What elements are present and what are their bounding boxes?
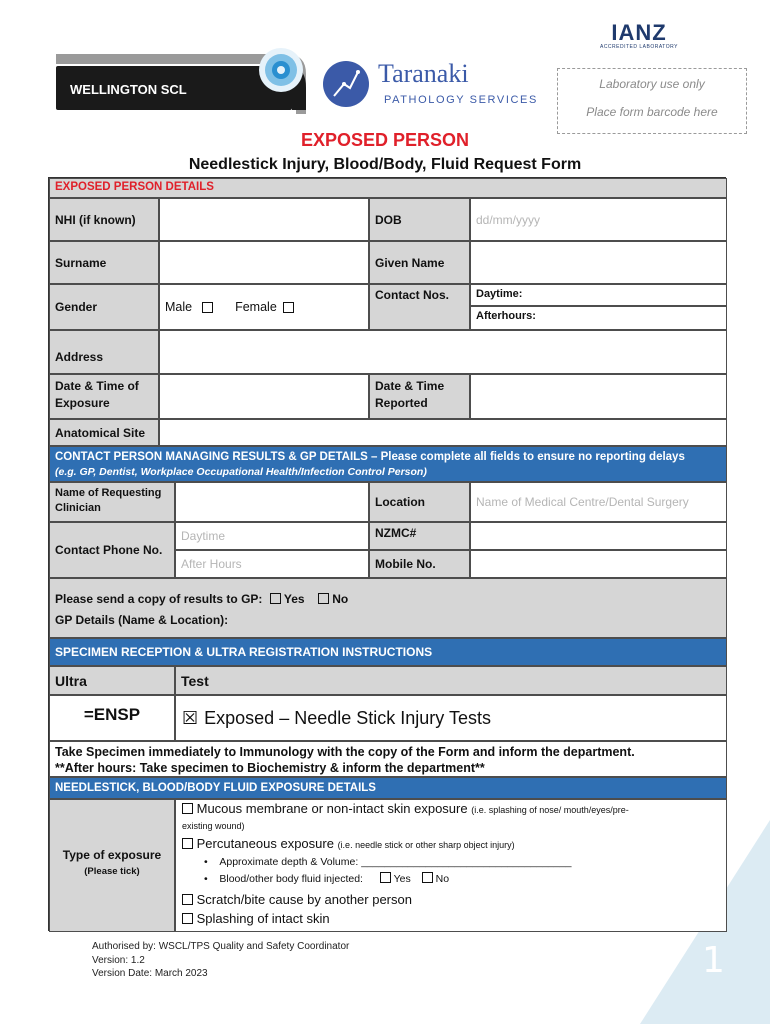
mucous-checkbox[interactable] <box>182 803 193 814</box>
fluid-yes-label: Yes <box>393 873 411 885</box>
page-title: EXPOSED PERSON <box>300 130 470 150</box>
send-copy-yes-label: Yes <box>283 592 305 606</box>
male-checkbox[interactable] <box>202 302 213 313</box>
daytime-field[interactable]: Daytime: <box>470 284 727 306</box>
contact-phone-daytime-field[interactable]: Daytime <box>175 522 369 550</box>
authorised-by: Authorised by: WSCL/TPS Quality and Safety Coordinator <box>92 941 350 952</box>
send-copy-no-checkbox[interactable] <box>318 593 329 604</box>
exposure-options <box>175 799 727 932</box>
anatomical-site-field[interactable] <box>159 419 727 446</box>
contact-phone-label: Contact Phone No. <box>49 522 175 578</box>
fluid-no-label: No <box>435 873 450 885</box>
nhi-field[interactable] <box>159 198 369 241</box>
lab-use-label: Laboratory use only <box>599 77 705 91</box>
please-tick-note: (Please tick) <box>84 866 140 877</box>
pathology-services-text: PATHOLOGY SERVICES <box>384 94 538 106</box>
date-time-reported-line1: Date & Time <box>375 379 445 393</box>
option-splash <box>182 909 720 928</box>
bullet-depth: • Approximate depth & Volume: ____________________________________ <box>204 856 572 868</box>
date-time-reported-line2: Reported <box>375 396 428 410</box>
mucous-note: (i.e. splashing of nose/ mouth/eyes/pre- <box>471 805 629 815</box>
instruction-line2: **After hours: Take specimen to Biochemistry & inform the department** <box>55 761 485 775</box>
date-time-exposure-label <box>49 374 159 419</box>
depth-volume-text: Approximate depth & Volume: ____________________________________ <box>219 856 572 868</box>
ianz-name: IANZ <box>611 20 667 45</box>
fluid-no-checkbox[interactable] <box>422 872 433 883</box>
mucous-note-cont: existing wound) <box>182 821 245 831</box>
date-time-reported-field[interactable] <box>470 374 727 419</box>
dob-field[interactable]: dd/mm/yyyy <box>470 198 727 241</box>
contact-nos-label: Contact Nos. <box>369 284 470 330</box>
send-copy-yes-checkbox[interactable] <box>270 593 281 604</box>
footer <box>92 940 349 981</box>
nzmc-field[interactable] <box>470 522 727 550</box>
date-time-exposure-line1: Date & Time of <box>55 379 139 393</box>
test-label: Test <box>175 666 727 695</box>
gender-options <box>159 284 369 330</box>
contact-person-section-header <box>49 446 727 482</box>
specimen-reception-header: SPECIMEN RECEPTION & ULTRA REGISTRATION INSTRUCTIONS <box>49 638 727 666</box>
surname-field[interactable] <box>159 241 369 284</box>
gp-copy-section <box>49 578 727 638</box>
nhi-label: NHI (if known) <box>49 198 159 241</box>
option-percutaneous <box>182 835 720 854</box>
exposure-details-header: NEEDLESTICK, BLOOD/BODY FLUID EXPOSURE DETAILS <box>49 777 727 799</box>
fluid-yes-checkbox[interactable] <box>380 872 391 883</box>
address-label: Address <box>49 330 159 374</box>
scratch-checkbox[interactable] <box>182 894 193 905</box>
gp-details-label: GP Details (Name & Location): <box>55 613 229 627</box>
splash-checkbox[interactable] <box>182 913 193 924</box>
nzmc-label: NZMC# <box>369 522 470 550</box>
requesting-clinician-line2: Clinician <box>55 502 101 514</box>
female-checkbox[interactable] <box>283 302 294 313</box>
mucous-label: Mucous membrane or non-intact skin exposure <box>196 801 468 816</box>
instruction-line1: Take Specimen immediately to Immunology with the copy of the Form and inform the department. <box>55 745 635 759</box>
taranaki-pathology-logo <box>322 58 552 110</box>
gender-label: Gender <box>49 284 159 330</box>
page-number: 1 <box>702 940 725 981</box>
contact-section-subtitle: (e.g. GP, Dentist, Workplace Occupational Health/Infection Control Person) <box>55 466 427 478</box>
requesting-clinician-line1: Name of Requesting <box>55 487 162 499</box>
test-name: Exposed – Needle Stick Injury Tests <box>204 707 491 728</box>
send-copy-label: Please send a copy of results to GP: <box>55 592 263 606</box>
test-checked-box[interactable]: ☒ <box>182 707 199 728</box>
exposed-person-details-header: EXPOSED PERSON DETAILS <box>49 178 727 198</box>
ultra-label: Ultra <box>49 666 175 695</box>
wscl-logo-text: WELLINGTON SCL <box>70 82 187 97</box>
type-of-exposure-label <box>49 799 175 932</box>
mobile-label: Mobile No. <box>369 550 470 578</box>
dob-label: DOB <box>369 198 470 241</box>
page-subtitle: Needlestick Injury, Blood/Body, Fluid Request Form <box>188 156 582 173</box>
given-name-field[interactable] <box>470 241 727 284</box>
test-option <box>175 695 727 741</box>
splash-label: Splashing of intact skin <box>196 911 330 926</box>
contact-section-title: CONTACT PERSON MANAGING RESULTS & GP DETAILS – Please complete all fields to ensure no reporting delays <box>55 451 685 463</box>
wellington-scl-logo <box>56 48 306 114</box>
requesting-clinician-label <box>49 482 175 522</box>
scratch-label: Scratch/bite cause by another person <box>196 892 412 907</box>
barcode-placeholder: Place form barcode here <box>586 105 718 119</box>
send-copy-no-label: No <box>332 592 349 606</box>
given-name-label: Given Name <box>369 241 470 284</box>
taranaki-name: Taranaki <box>378 59 469 88</box>
date-time-exposure-line2: Exposure <box>55 396 110 410</box>
requesting-clinician-field[interactable] <box>175 482 369 522</box>
location-label: Location <box>369 482 470 522</box>
option-scratch <box>182 890 720 909</box>
location-field[interactable]: Name of Medical Centre/Dental Surgery <box>470 482 727 522</box>
anatomical-site-label: Anatomical Site <box>49 419 159 446</box>
lab-use-box <box>557 68 747 134</box>
percutaneous-note: (i.e. needle stick or other sharp object injury) <box>337 840 515 850</box>
option-mucous <box>182 800 720 819</box>
bullet-fluid: • Blood/other body fluid injected: Yes No <box>204 873 450 885</box>
version-date: Version Date: March 2023 <box>92 968 208 979</box>
date-time-exposure-field[interactable] <box>159 374 369 419</box>
male-label: Male <box>165 300 193 314</box>
specimen-instructions <box>49 741 727 777</box>
ianz-sub: ACCREDITED LABORATORY <box>599 44 678 50</box>
surname-label: Surname <box>49 241 159 284</box>
percutaneous-label: Percutaneous exposure <box>196 836 334 851</box>
address-field[interactable] <box>159 330 727 374</box>
afterhours-field[interactable]: Afterhours: <box>470 306 727 330</box>
type-of-exposure-title: Type of exposure <box>62 848 162 862</box>
female-label: Female <box>235 300 277 314</box>
request-form <box>48 177 726 931</box>
version: Version: 1.2 <box>92 954 145 966</box>
mobile-field[interactable] <box>470 550 727 578</box>
send-copy-row <box>55 585 721 613</box>
ultra-code: =ENSP <box>49 695 175 741</box>
fluid-injected-text: Blood/other body fluid injected: <box>219 873 363 885</box>
contact-phone-afterhours-field[interactable]: After Hours <box>175 550 369 578</box>
percutaneous-checkbox[interactable] <box>182 838 193 849</box>
ianz-logo <box>596 22 682 62</box>
date-time-reported-label <box>369 374 470 419</box>
